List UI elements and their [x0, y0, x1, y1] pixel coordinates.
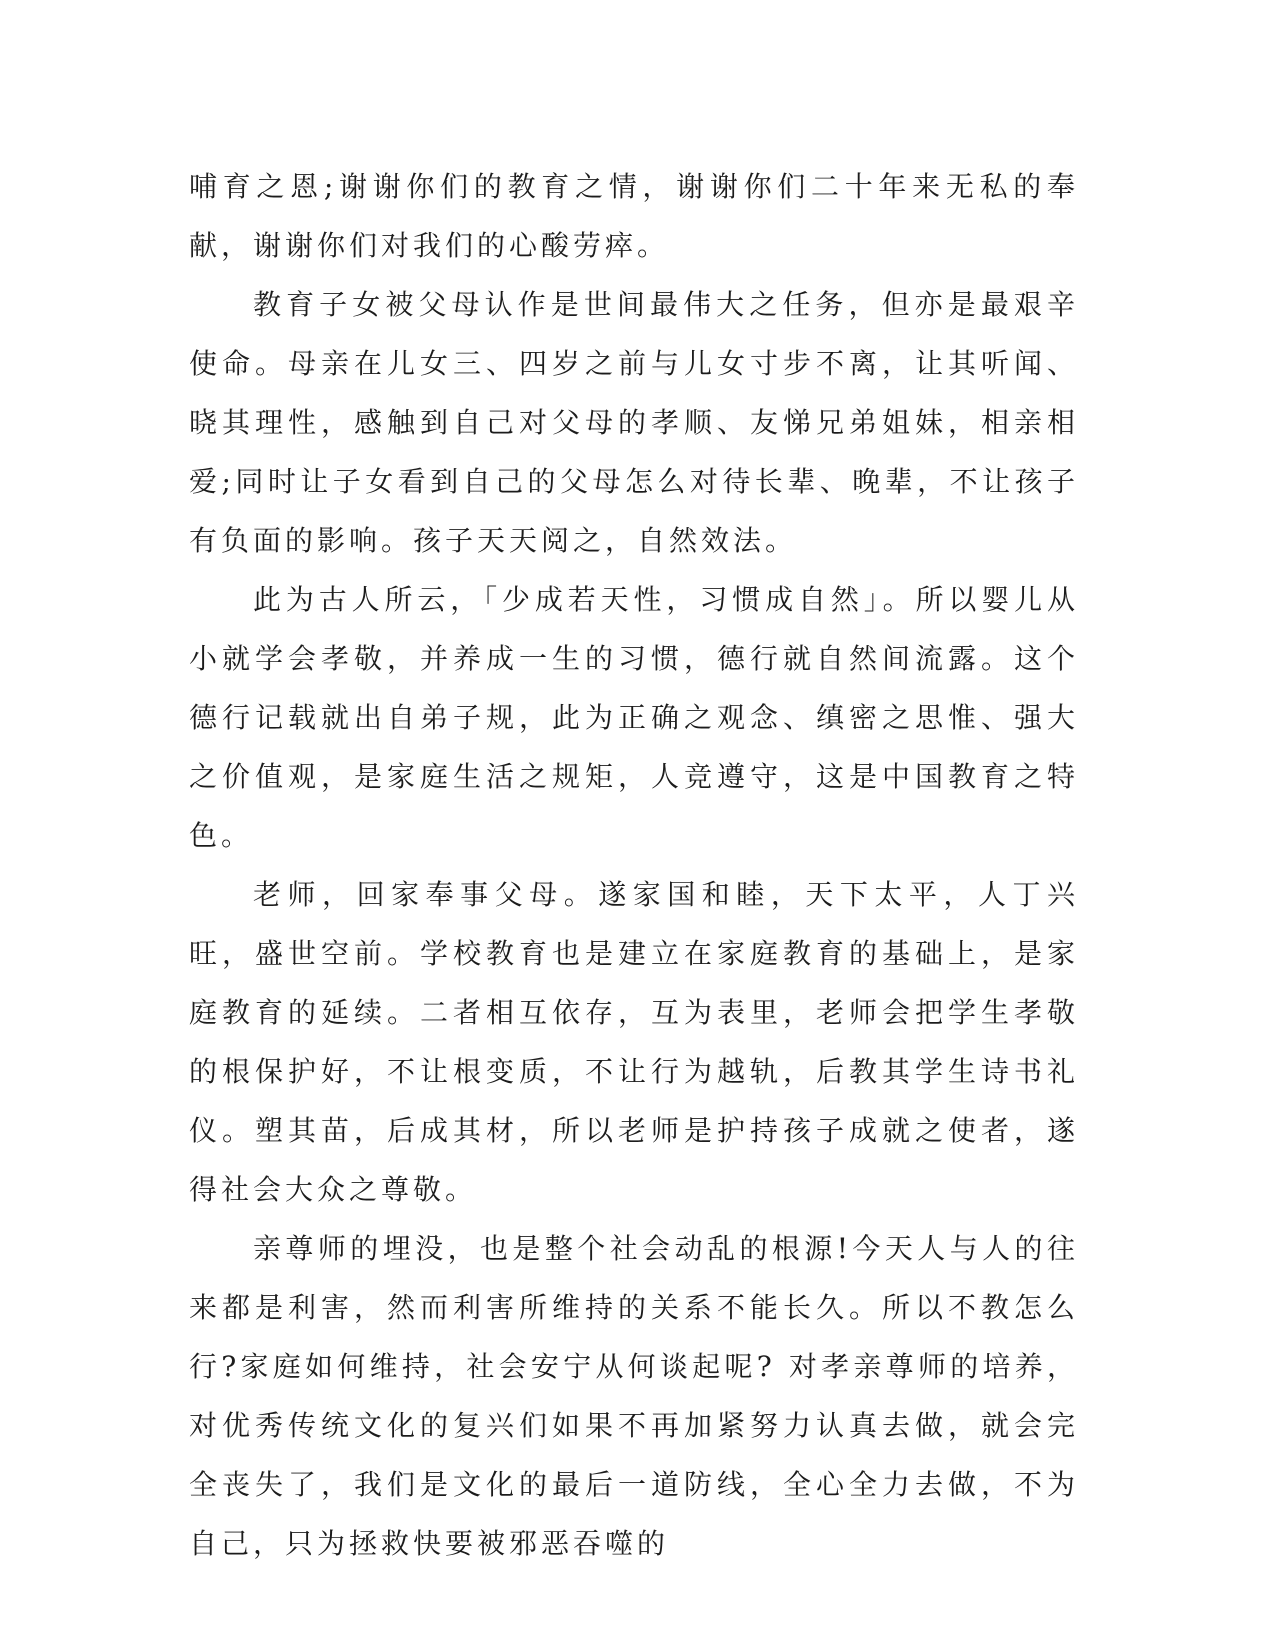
paragraph-5: 亲尊师的埋没，也是整个社会动乱的根源!今天人与人的往来都是利害，然而利害所维持的关系不能长久。所以不教怎么行?家庭如何维持，社会安宁从何谈起呢? 对孝亲尊师的培养，对优秀传统文化的复兴们如果不再加紧努力认真去做，就会完全丧失了，我们是文化的最后一道防线，全心全力去做，不为自己，只为拯救快要被邪恶吞噬的 — [189, 1232, 1079, 1560]
paragraph-1: 哺育之恩;谢谢你们的教育之情，谢谢你们二十年来无私的奉献，谢谢你们对我们的心酸劳瘁。 — [189, 170, 1079, 262]
paragraph-2: 教育子女被父母认作是世间最伟大之任务，但亦是最艰辛使命。母亲在儿女三、四岁之前与儿女寸步不离，让其听闻、晓其理性，感触到自己对父母的孝顺、友悌兄弟姐妹，相亲相爱;同时让子女看到自己的父母怎么对待长辈、晚辈，不让孩子有负面的影响。孩子天天阅之，自然效法。 — [189, 288, 1079, 557]
body-text — [189, 157, 1079, 1573]
paragraph-4: 老师，回家奉事父母。遂家国和睦，天下太平，人丁兴旺，盛世空前。学校教育也是建立在家庭教育的基础上，是家庭教育的延续。二者相互依存，互为表里，老师会把学生孝敬的根保护好，不让根变质，不让行为越轨，后教其学生诗书礼仪。塑其苗，后成其材，所以老师是护持孩子成就之使者，遂得社会大众之尊敬。 — [189, 878, 1079, 1206]
paragraph-3: 此为古人所云，「少成若天性，习惯成自然」。所以婴儿从小就学会孝敬，并养成一生的习惯，德行就自然间流露。这个德行记载就出自弟子规，此为正确之观念、缜密之思惟、强大之价值观，是家庭生活之规矩，人竞遵守，这是中国教育之特色。 — [189, 583, 1079, 852]
